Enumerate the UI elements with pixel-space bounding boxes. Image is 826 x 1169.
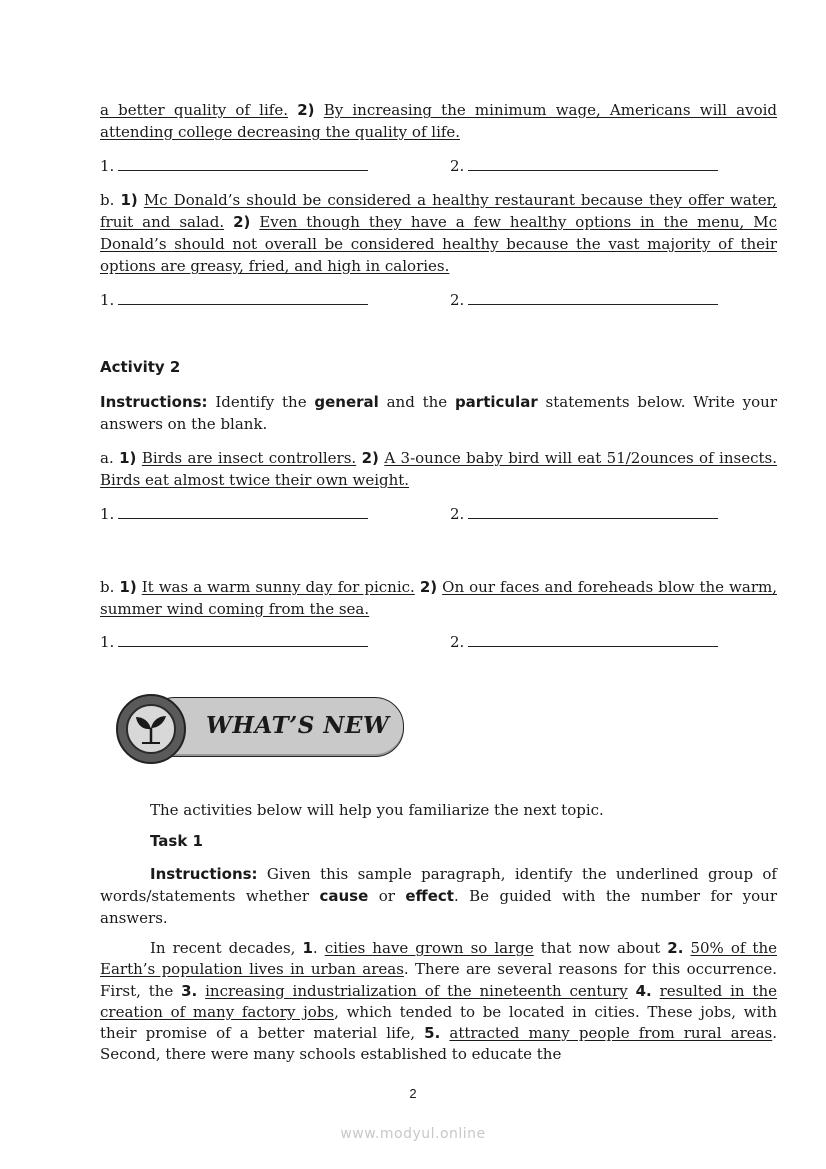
- item-number: 3.: [181, 981, 198, 1000]
- underlined-statement-5: attracted many people from rural areas: [449, 1024, 773, 1043]
- item-letter: a.: [100, 449, 114, 467]
- answer-row-2a: [100, 504, 777, 526]
- item-letter: b.: [100, 191, 115, 209]
- statement-number: 2): [419, 578, 438, 596]
- blank-label: 2.: [450, 633, 465, 651]
- blank-label: 2.: [450, 157, 465, 175]
- statement-2: Even though they have a few healthy options in the menu, Mc Donald’s should not overall be considered healthy because the vast majority of their options are greasy, fried, and high in calories.: [100, 213, 777, 275]
- item-letter: b.: [100, 578, 115, 596]
- paragraph-text: . There are several reasons for this occurrence. First, the: [100, 960, 777, 1000]
- banner-title: WHAT’S NEW: [206, 712, 390, 739]
- blank-label: 1.: [100, 291, 115, 309]
- instructions-text: Identify the: [215, 393, 307, 411]
- answer-blank-1[interactable]: [100, 632, 368, 651]
- paragraph-text: . Second, there were many schools established to educate the: [100, 1024, 777, 1064]
- page-number: 2: [409, 1086, 417, 1101]
- statement-number: 1): [119, 449, 137, 467]
- act1-b-statements: [100, 189, 777, 277]
- keyword-particular: particular: [454, 393, 538, 411]
- instructions-label: Instructions:: [150, 865, 258, 883]
- answer-row-1b: [100, 290, 777, 312]
- sprout-icon: [126, 704, 176, 754]
- banner-disc: [116, 694, 186, 764]
- keyword-cause: cause: [319, 887, 369, 905]
- blank-label: 2.: [450, 505, 465, 523]
- statement-number: 1): [119, 578, 137, 596]
- item-number: 2.: [667, 939, 684, 957]
- instructions-label: Instructions:: [100, 393, 208, 411]
- underlined-statement-3: increasing industrialization of the nineteenth century: [205, 981, 628, 1000]
- instructions-text: . Be guided with the number for your answers.: [100, 887, 777, 927]
- blank-label: 1.: [100, 505, 115, 523]
- keyword-general: general: [314, 393, 379, 411]
- item-number: 4.: [635, 981, 652, 1000]
- statement-number: 2): [233, 213, 251, 231]
- statement-number: 2): [361, 449, 379, 467]
- activity-2-instructions: [100, 391, 777, 435]
- statement-1: It was a warm sunny day for picnic.: [141, 578, 415, 596]
- blank-label: 2.: [450, 291, 465, 309]
- sample-paragraph: [100, 938, 777, 1066]
- underlined-statement-2: 50% of the Earth’s population lives in urban areas: [100, 939, 777, 979]
- answer-blank-2[interactable]: [450, 504, 718, 523]
- answer-blank-2[interactable]: [450, 632, 718, 651]
- paragraph-text: In recent decades,: [150, 939, 296, 957]
- whats-new-banner: [116, 694, 406, 762]
- whats-new-intro: The activities below will help you familiarize the next topic.: [150, 801, 604, 819]
- answer-blank-2[interactable]: [450, 290, 718, 309]
- act1-a-statements: [100, 99, 777, 143]
- answer-blank-1[interactable]: [100, 290, 368, 309]
- statement-2: On our faces and foreheads blow the warm, summer wind coming from the sea.: [100, 578, 777, 618]
- instructions-text: and the: [386, 393, 448, 411]
- task-1-instructions: [100, 863, 777, 929]
- answer-blank-2[interactable]: [450, 156, 718, 175]
- underlined-statement-4: resulted in the creation of many factory jobs: [100, 981, 777, 1021]
- statement-1: Mc Donald’s should be considered a healthy restaurant because they offer water, fruit and salad.: [100, 191, 777, 231]
- instructions-text: Given this sample paragraph, identify the underlined group of words/statements whether: [100, 865, 777, 905]
- item-number: 1: [302, 939, 313, 957]
- statement-number: 1): [120, 191, 138, 209]
- answer-row-1a: [100, 156, 777, 178]
- item-number: 5.: [424, 1024, 441, 1043]
- instructions-text: statements below. Write your answers on the blank.: [100, 393, 777, 433]
- activity-2-heading: Activity 2: [100, 358, 181, 376]
- statement-1-tail: a better quality of life.: [100, 101, 288, 119]
- statement-number: 2): [297, 101, 315, 119]
- answer-blank-1[interactable]: [100, 504, 368, 523]
- answer-blank-1[interactable]: [100, 156, 368, 175]
- blank-label: 1.: [100, 157, 115, 175]
- blank-label: 1.: [100, 633, 115, 651]
- keyword-effect: effect: [405, 887, 454, 905]
- paragraph-text: that now about: [540, 939, 661, 957]
- statement-2: A 3-ounce baby bird will eat 51/2ounces of insects. Birds eat almost twice their own weight.: [100, 449, 777, 489]
- answer-row-2b: [100, 632, 777, 654]
- act2-b-statements: [100, 576, 777, 620]
- task-1-heading: Task 1: [150, 832, 203, 850]
- statement-1: Birds are insect controllers.: [141, 449, 357, 467]
- paragraph-text: , which tended to be located in cities. These jobs, with their promise of a better material life,: [100, 1002, 777, 1043]
- paragraph-text: .: [312, 939, 318, 957]
- instructions-text: or: [378, 887, 395, 905]
- statement-2: By increasing the minimum wage, Americans will avoid attending college decreasing the quality of life.: [100, 101, 778, 141]
- underlined-statement-1: cities have grown so large: [324, 939, 534, 957]
- watermark: www.modyul.online: [340, 1126, 486, 1142]
- act2-a-statements: [100, 447, 777, 491]
